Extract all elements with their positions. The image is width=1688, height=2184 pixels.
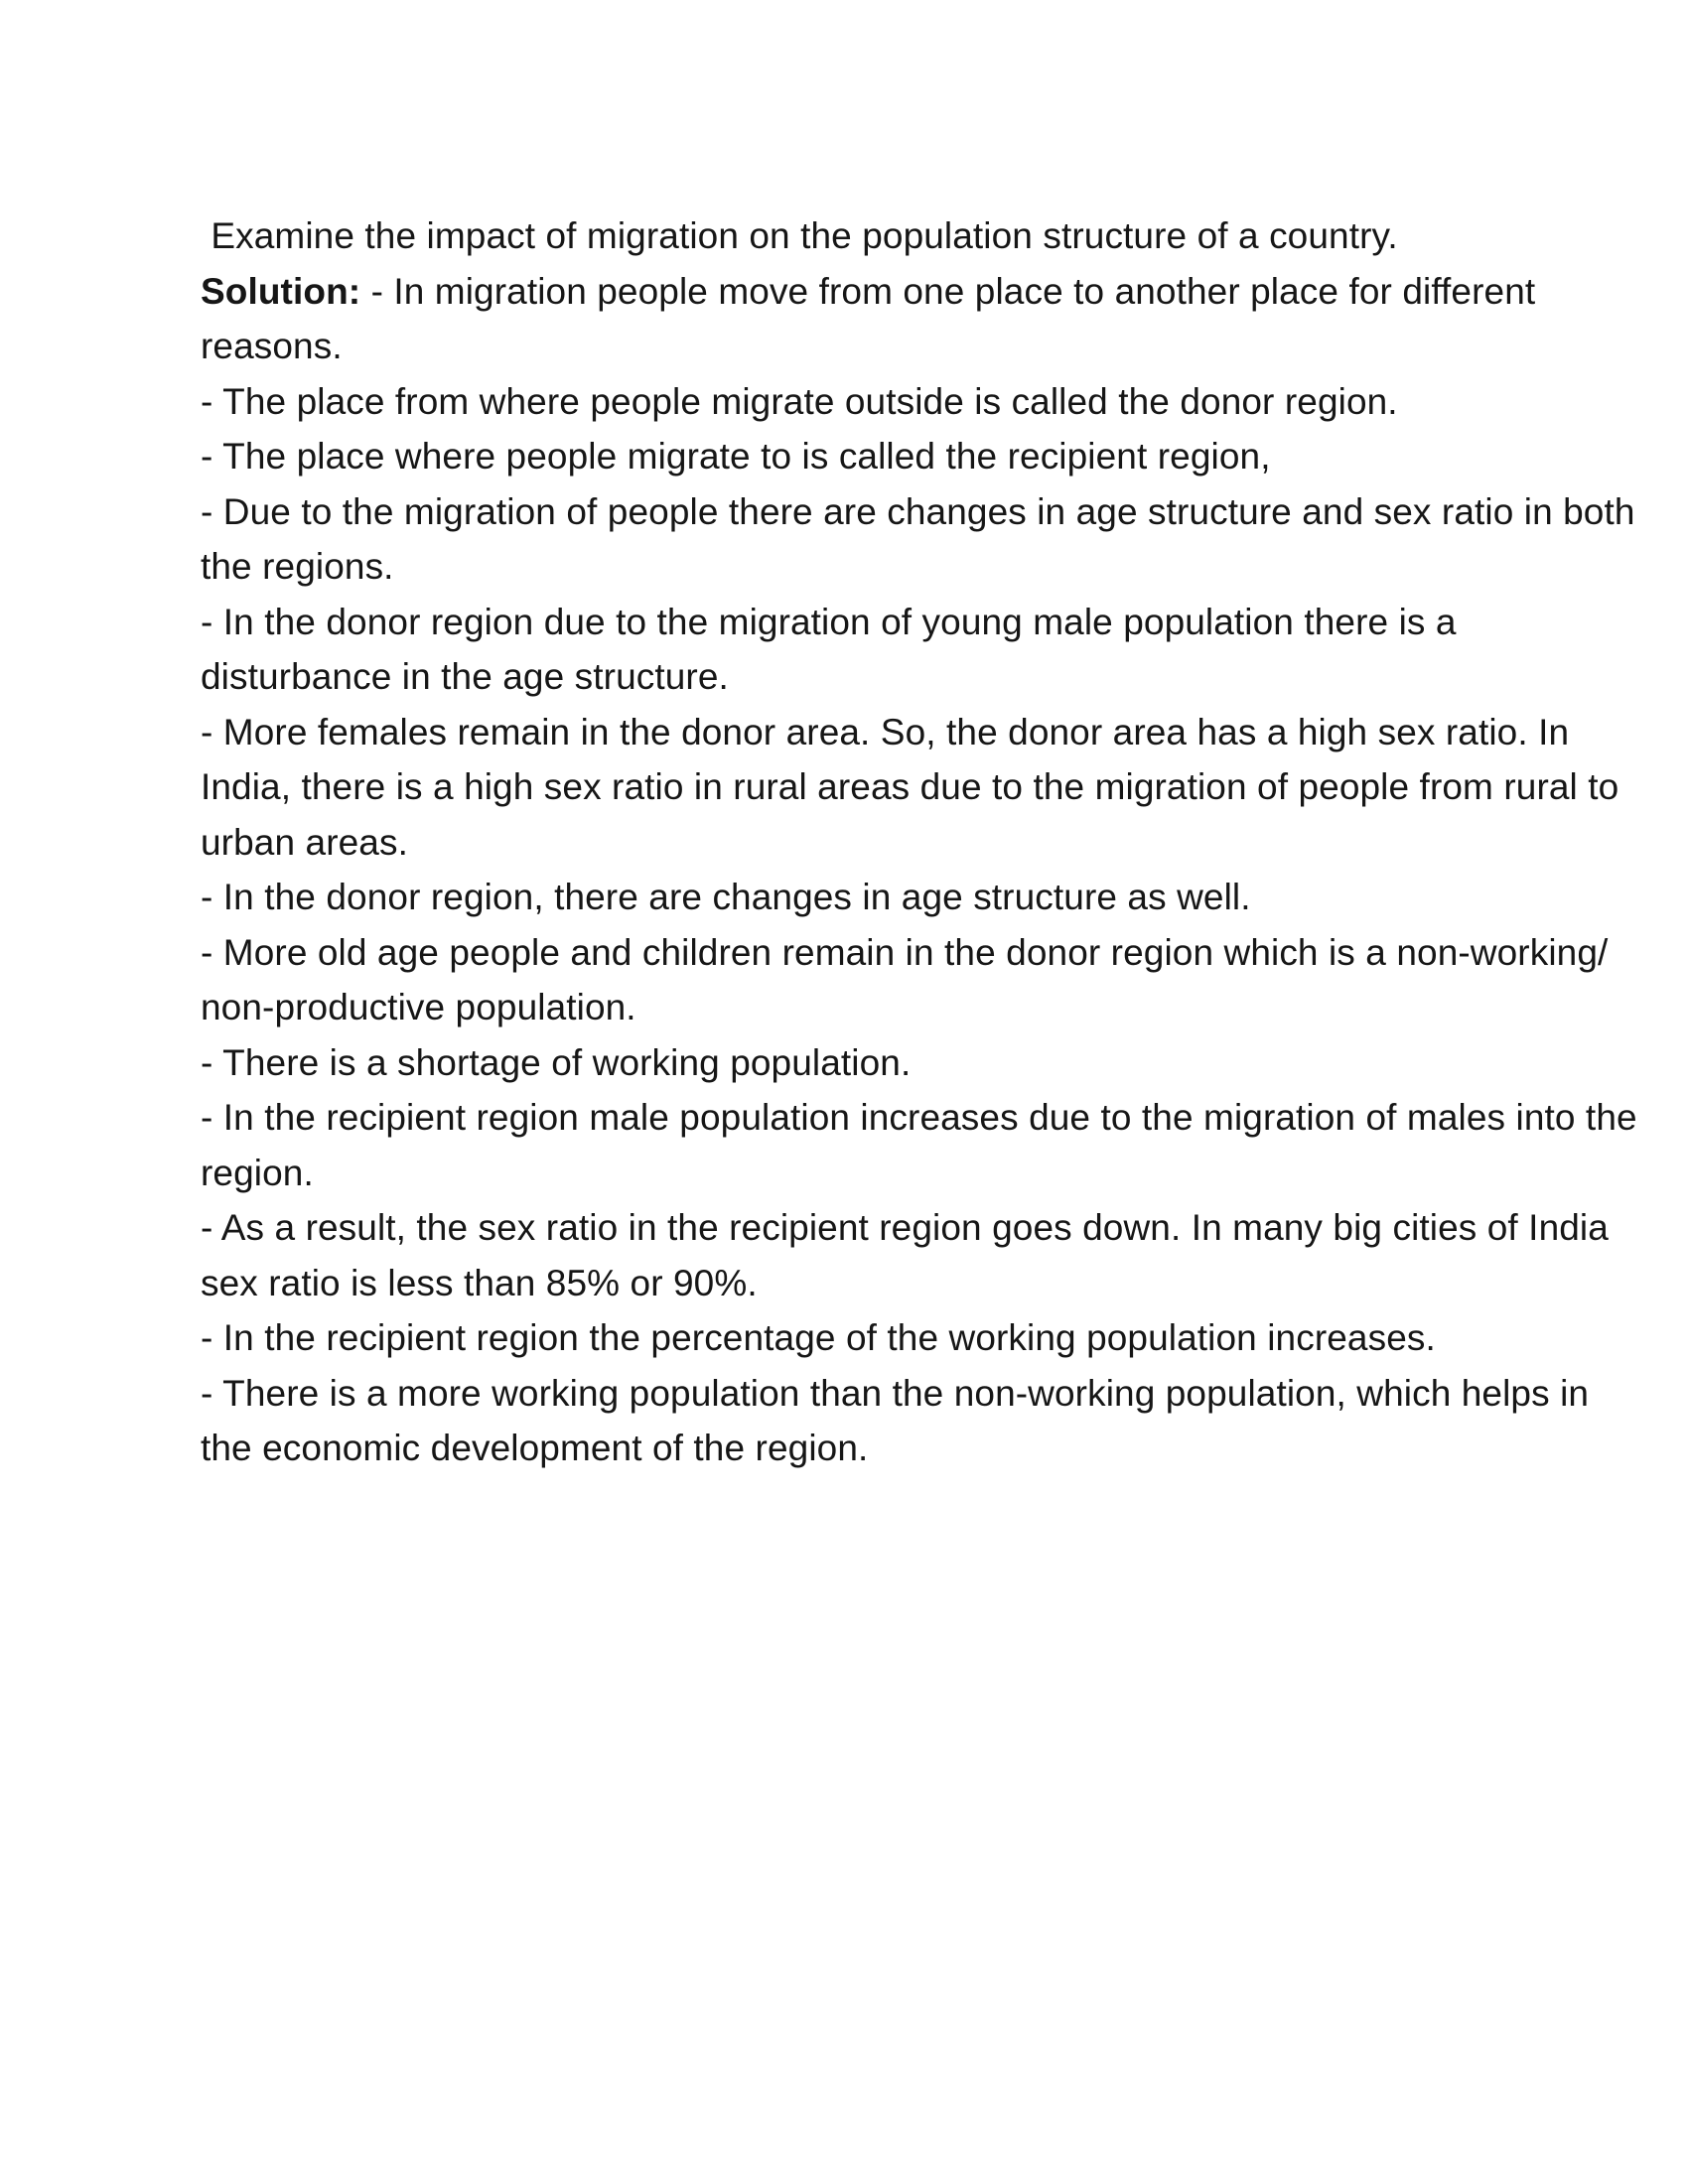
text-line: the economic development of the region. xyxy=(201,1428,869,1468)
text-line: - Due to the migration of people there are changes in age structure and sex ratio in both xyxy=(201,490,1635,532)
text-line: - More females remain in the donor area. So, the donor area has a high sex ratio. In xyxy=(201,711,1570,752)
text-line: non-productive population. xyxy=(201,987,636,1027)
text-line: - In the donor region, there are changes in age structure as well. xyxy=(201,877,1251,917)
text-line: - The place from where people migrate outside is called the donor region. xyxy=(201,380,1398,422)
text-line: region. xyxy=(201,1152,314,1193)
solution-label: Solution: xyxy=(201,270,361,312)
text-line: sex ratio is less than 85% or 90%. xyxy=(201,1262,758,1303)
text-line: urban areas. xyxy=(201,821,408,863)
text-line: - In the donor region due to the migration of young male population there is a xyxy=(201,601,1457,642)
text-line: the regions. xyxy=(201,546,394,587)
text-line: - As a result, the sex ratio in the recipient region goes down. In many big cities of India xyxy=(201,1207,1609,1248)
text-line: reasons. xyxy=(201,326,343,366)
document-text xyxy=(201,208,1637,1476)
text-line: - More old age people and children remain in the donor region which is a non-working/ xyxy=(201,931,1609,973)
question-line: Examine the impact of migration on the population structure of a country. xyxy=(201,215,1398,256)
text-line: - There is a shortage of working population. xyxy=(201,1041,912,1083)
text-line: - In the recipient region the percentage of the working population increases. xyxy=(201,1317,1436,1358)
text-line: disturbance in the age structure. xyxy=(201,656,729,697)
text-line: India, there is a high sex ratio in rural areas due to the migration of people from rural to xyxy=(201,766,1619,807)
solution-line xyxy=(201,264,1536,320)
text-line: - There is a more working population than the non-working population, which helps in xyxy=(201,1372,1590,1414)
text-line: - In the recipient region male population increases due to the migration of males into the xyxy=(201,1097,1637,1138)
text-line: - The place where people migrate to is called the recipient region, xyxy=(201,436,1271,477)
solution-text: - In migration people move from one place to another place for different xyxy=(360,270,1536,312)
